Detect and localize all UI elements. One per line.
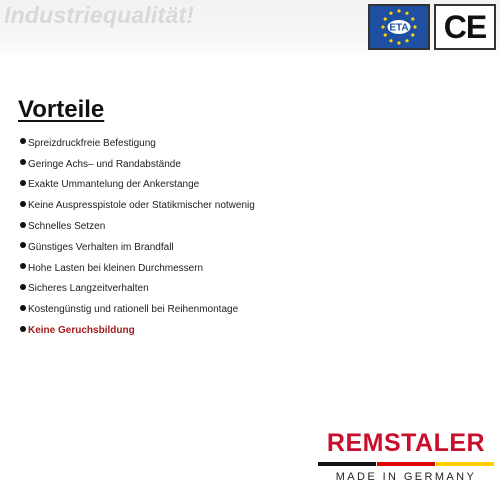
bullet-icon <box>20 242 26 248</box>
section-title: Vorteile <box>18 96 105 123</box>
benefit-item <box>20 133 255 154</box>
bullet-icon <box>20 138 26 144</box>
bullet-icon <box>20 284 26 290</box>
benefit-item <box>20 195 255 216</box>
bullet-icon <box>20 263 26 269</box>
benefit-label: Keine Geruchsbildung <box>28 325 135 337</box>
benefit-label: Geringe Achs– und Randabstände <box>28 158 181 170</box>
benefit-item <box>20 237 255 258</box>
benefit-item <box>20 299 255 320</box>
benefit-item <box>20 279 255 300</box>
bullet-icon <box>20 201 26 207</box>
bullet-icon <box>20 222 26 228</box>
eta-badge <box>368 4 430 50</box>
bullet-icon <box>20 180 26 186</box>
benefit-item <box>20 175 255 196</box>
ce-mark-icon: CE <box>443 8 487 45</box>
benefit-item <box>20 216 255 237</box>
benefit-label: Exakte Ummantelung der Ankerstange <box>28 179 200 191</box>
benefit-item <box>20 258 255 279</box>
benefit-label: Günstiges Verhalten im Brandfall <box>28 241 174 253</box>
headline: Industriequalität! <box>4 2 195 28</box>
brand-logo <box>318 429 494 485</box>
bullet-icon <box>20 326 26 332</box>
bullet-icon <box>20 305 26 311</box>
benefit-label: Spreizdruckfreie Befestigung <box>28 137 156 149</box>
brand-tagline: MADE IN GERMANY <box>335 471 477 483</box>
benefit-label: Kostengünstig und rationell bei Reihenmontage <box>28 304 239 316</box>
brand-name: REMSTALER <box>326 429 486 457</box>
flag-stripe-black <box>318 462 376 466</box>
flag-stripe-gold <box>436 462 494 466</box>
benefit-label: Schnelles Setzen <box>28 221 106 233</box>
benefit-label: Sicheres Langzeitverhalten <box>28 283 149 295</box>
eta-eu-stars-icon <box>370 6 428 48</box>
bullet-icon <box>20 159 26 165</box>
benefit-label: Keine Auspresspistole oder Statikmischer notwenig <box>28 200 255 212</box>
eta-label: ETA <box>389 22 409 34</box>
benefit-item-highlight <box>20 320 255 341</box>
benefit-list <box>20 133 255 341</box>
ce-mark-badge <box>434 4 496 50</box>
flag-stripe-red <box>377 462 435 466</box>
benefit-label: Hohe Lasten bei kleinen Durchmessern <box>28 262 204 274</box>
benefit-item <box>20 154 255 175</box>
